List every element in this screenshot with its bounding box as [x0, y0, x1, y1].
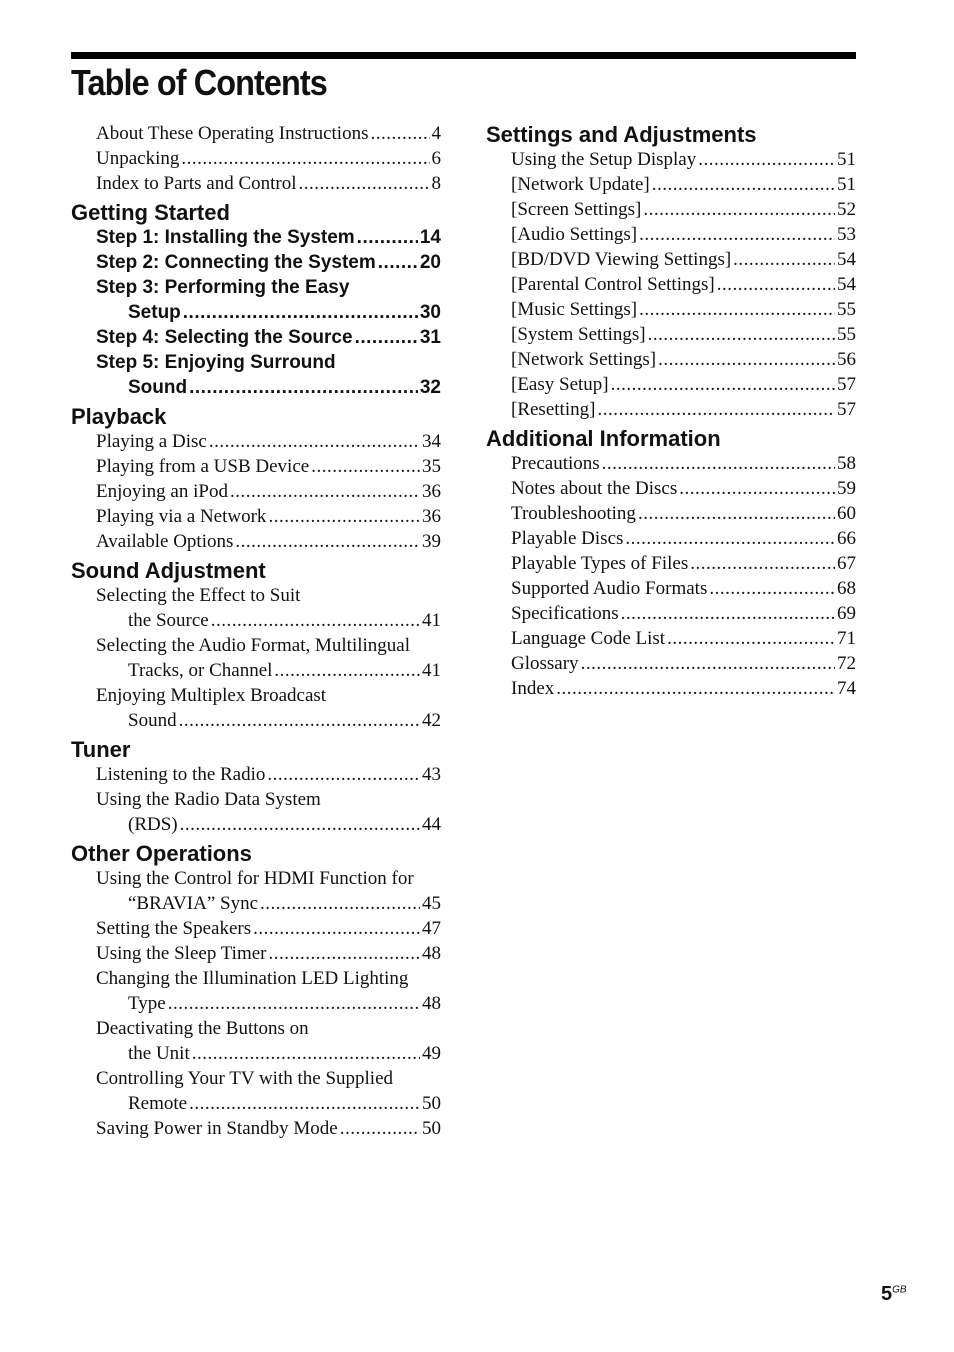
page-ref: 14 [419, 227, 441, 248]
page-ref: 57 [837, 399, 856, 420]
page-ref: 72 [837, 653, 856, 674]
toc-entry[interactable]: Available Options ..... 39 [96, 529, 441, 554]
section-heading-settings-and-adjustments: Settings and Adjustments [486, 122, 757, 147]
toc-other-operations-group [71, 866, 441, 1141]
page-ref: 57 [837, 374, 856, 395]
toc-additional-group [486, 451, 856, 701]
page-ref: 74 [837, 678, 856, 699]
toc-entry[interactable]: Selecting the Audio Format, Multilingual Tracks, or Channel ..... 41 [96, 633, 441, 683]
page-ref: 47 [422, 918, 441, 939]
toc-intro-group [71, 121, 441, 196]
toc-entry[interactable]: Listening to the Radio ..... 43 [96, 762, 441, 787]
toc-entry[interactable]: Unpacking ..... 6 [96, 146, 441, 171]
toc-entry-step-4[interactable]: Step 4: Selecting the Source ..... 31 [96, 325, 441, 350]
section-heading-other-operations: Other Operations [71, 841, 252, 866]
toc-getting-started-group [71, 225, 441, 400]
page-ref: 54 [837, 249, 856, 270]
toc-entry[interactable]: Playable Types of Files ..... 67 [511, 551, 856, 576]
page-ref: 36 [422, 506, 441, 527]
toc-entry[interactable]: [System Settings] ..... 55 [511, 322, 856, 347]
toc-entry[interactable]: Notes about the Discs ..... 59 [511, 476, 856, 501]
toc-entry-step-3[interactable]: Step 3: Performing the Easy Setup ..... 30 [96, 275, 441, 325]
toc-entry[interactable]: Selecting the Effect to Suit the Source ..... 41 [96, 583, 441, 633]
page-ref: 45 [422, 893, 441, 914]
page-ref: 34 [422, 431, 441, 452]
page-ref: 49 [422, 1043, 441, 1064]
page-ref: 67 [837, 553, 856, 574]
page-ref: 41 [422, 660, 441, 681]
section-heading-sound-adjustment: Sound Adjustment [71, 558, 266, 583]
page-ref: 59 [837, 478, 856, 499]
page-ref: 50 [422, 1093, 441, 1114]
toc-entry[interactable]: [Parental Control Settings] ..... 54 [511, 272, 856, 297]
page-ref: 69 [837, 603, 856, 624]
toc-entry[interactable]: Saving Power in Standby Mode ..... 50 [96, 1116, 441, 1141]
toc-entry[interactable]: [Resetting] ..... 57 [511, 397, 856, 422]
toc-entry[interactable]: Setting the Speakers ..... 47 [96, 916, 441, 941]
page-ref: 58 [837, 453, 856, 474]
toc-entry[interactable]: About These Operating Instructions ..... 4 [96, 121, 441, 146]
page-ref: 53 [837, 224, 856, 245]
page-number: $5^{GB}$ [881, 1283, 907, 1305]
page-ref: 56 [837, 349, 856, 370]
region-code: GB [892, 1284, 907, 1296]
toc-entry[interactable]: Playing via a Network ..... 36 [96, 504, 441, 529]
toc-left-column [71, 120, 441, 1145]
toc-entry[interactable]: Precautions ..... 58 [511, 451, 856, 476]
page-ref: 48 [422, 943, 441, 964]
page-ref: 71 [837, 628, 856, 649]
toc-entry[interactable]: [Network Settings] ..... 56 [511, 347, 856, 372]
section-heading-additional-information: Additional Information [486, 426, 721, 451]
page-ref: 66 [837, 528, 856, 549]
toc-sound-adjustment-group [71, 583, 441, 733]
toc-entry[interactable]: Enjoying an iPod ..... 36 [96, 479, 441, 504]
page-ref: 6 [431, 148, 441, 169]
toc-entry[interactable]: [Screen Settings] ..... 52 [511, 197, 856, 222]
toc-entry[interactable]: [Music Settings] ..... 55 [511, 297, 856, 322]
toc-entry[interactable]: Deactivating the Buttons on the Unit ..... 49 [96, 1016, 441, 1066]
toc-entry[interactable]: Glossary ..... 72 [511, 651, 856, 676]
toc-entry[interactable]: Playing from a USB Device ..... 35 [96, 454, 441, 479]
page-ref: 54 [837, 274, 856, 295]
page-ref: 32 [419, 377, 441, 398]
toc-entry[interactable]: Playable Discs ..... 66 [511, 526, 856, 551]
page-ref: 51 [837, 174, 856, 195]
page-ref: 48 [422, 993, 441, 1014]
page-ref: 4 [431, 123, 441, 144]
toc-entry[interactable]: [Network Update] ..... 51 [511, 172, 856, 197]
page-ref: 39 [422, 531, 441, 552]
toc-entry[interactable]: Using the Sleep Timer ..... 48 [96, 941, 441, 966]
toc-entry[interactable]: Controlling Your TV with the Supplied Remote ..... 50 [96, 1066, 441, 1116]
toc-playback-group [71, 429, 441, 554]
toc-entry[interactable]: Changing the Illumination LED Lighting Type ..... 48 [96, 966, 441, 1016]
page-ref: 55 [837, 299, 856, 320]
page-ref: 68 [837, 578, 856, 599]
toc-entry[interactable]: Index to Parts and Control ..... 8 [96, 171, 441, 196]
page-ref: 31 [419, 327, 441, 348]
page-ref: 30 [419, 302, 441, 323]
page-ref: 8 [431, 173, 441, 194]
section-heading-getting-started: Getting Started [71, 200, 230, 225]
toc-entry[interactable]: Specifications ..... 69 [511, 601, 856, 626]
page-ref: 44 [422, 814, 441, 835]
toc-entry[interactable]: Playing a Disc ..... 34 [96, 429, 441, 454]
page-ref: 52 [837, 199, 856, 220]
section-heading-playback: Playback [71, 404, 167, 429]
toc-entry[interactable]: [Easy Setup] ..... 57 [511, 372, 856, 397]
toc-entry-step-1[interactable]: Step 1: Installing the System ..... 14 [96, 225, 441, 250]
page-ref: 51 [837, 149, 856, 170]
page-ref: 41 [422, 610, 441, 631]
page-ref: 55 [837, 324, 856, 345]
section-heading-tuner: Tuner [71, 737, 131, 762]
page-ref: 35 [422, 456, 441, 477]
toc-right-column [486, 120, 856, 705]
toc-entry[interactable]: Troubleshooting ..... 60 [511, 501, 856, 526]
toc-entry[interactable]: Enjoying Multiplex Broadcast Sound ..... 42 [96, 683, 441, 733]
page-ref: 36 [422, 481, 441, 502]
toc-entry-step-5[interactable]: Step 5: Enjoying Surround Sound ..... 32 [96, 350, 441, 400]
page-ref: 42 [422, 710, 441, 731]
toc-entry[interactable]: [Audio Settings] ..... 53 [511, 222, 856, 247]
toc-entry[interactable]: Using the Radio Data System (RDS) ..... 44 [96, 787, 441, 837]
toc-settings-group [486, 147, 856, 422]
toc-entry-step-2[interactable]: Step 2: Connecting the System ..... 20 [96, 250, 441, 275]
top-rule [71, 52, 856, 59]
toc-entry[interactable]: Supported Audio Formats ..... 68 [511, 576, 856, 601]
toc-entry[interactable]: Using the Setup Display ..... 51 [511, 147, 856, 172]
toc-entry[interactable]: Using the Control for HDMI Function for “BRAVIA” Sync ..... 45 [96, 866, 441, 916]
page-ref: 50 [422, 1118, 441, 1139]
page-ref: 60 [837, 503, 856, 524]
page-title: Table of Contents [71, 62, 327, 103]
toc-entry[interactable]: Index ..... 74 [511, 676, 856, 701]
toc-entry[interactable]: Language Code List ..... 71 [511, 626, 856, 651]
page-ref: 43 [422, 764, 441, 785]
page-ref: 20 [419, 252, 441, 273]
toc-entry[interactable]: [BD/DVD Viewing Settings] ..... 54 [511, 247, 856, 272]
toc-tuner-group [71, 762, 441, 837]
